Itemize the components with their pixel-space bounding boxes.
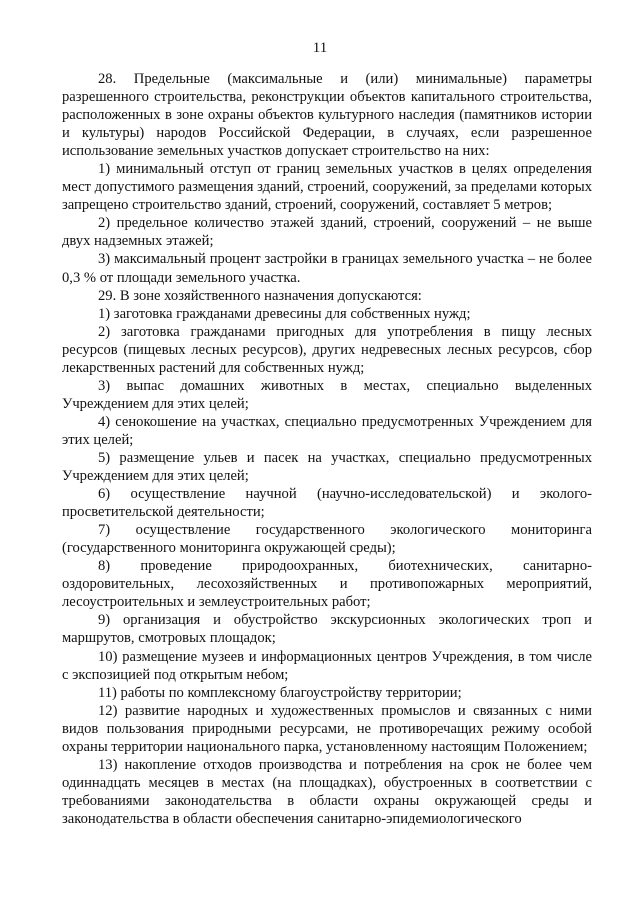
paragraph-29-item-10: 10) размещение музеев и информационных центров Учреждения, в том числе с экспозицией под открытым небом; <box>62 648 592 683</box>
paragraph-28-intro: 28. Предельные (максимальные и (или) минимальные) параметры разрешенного строительства, реконструкции объектов капитального строительства, расположенных в зоне охраны объектов культурного наследия (памятников истории и культуры) народов Российской Федерации, в случаях, если разрешенное использование земельных участков допускает строительство на них: <box>62 71 592 160</box>
paragraph-29-item-8: 8) проведение природоохранных, биотехнических, санитарно-оздоровительных, лесохозяйственных и противопожарных мероприятий, лесоустроительных и землеустроительных работ; <box>62 558 592 611</box>
paragraph-29-item-5: 5) размещение ульев и пасек на участках, специально предусмотренных Учреждением для этих целей; <box>62 449 592 485</box>
paragraph-29-item-7: 7) осуществление государственного экологического мониторинга (государственного мониторинга окружающей среды); <box>62 522 592 557</box>
paragraph-29-intro: 29. В зоне хозяйственного назначения допускаются: <box>98 287 422 304</box>
paragraph-29-item-11: 11) работы по комплексному благоустройству территории; <box>98 684 462 701</box>
paragraph-29-item-2: 2) заготовка гражданами пригодных для употребления в пищу лесных ресурсов (пищевых лесных ресурсов), других недревесных лесных ресурсов, сбор лекарственных растений для собственных нужд; <box>62 323 592 376</box>
paragraph-28-item-2: 2) предельное количество этажей зданий, строений, сооружений – не выше двух надземных этажей; <box>62 215 592 250</box>
paragraph-29-item-9: 9) организация и обустройство экскурсионных экологических троп и маршрутов, смотровых площадок; <box>62 612 592 647</box>
paragraph-29-item-13: 13) накопление отходов производства и потребления на срок не более чем одиннадцать месяцев в местах (на площадках), обустроенных в соответствии с требованиями законодательства в области охраны окружающей среды и законодательства в области обеспечения санитарно-эпидемиологического <box>62 756 592 827</box>
document-body <box>62 70 592 828</box>
paragraph-28-item-1: 1) минимальный отступ от границ земельных участков в целях определения мест допустимого размещения зданий, строений, сооружений, за пределами которых запрещено строительство зданий, строений, сооружений, составляет 5 метров; <box>62 161 592 214</box>
paragraph-29-item-6: 6) осуществление научной (научно-исследовательской) и эколого-просветительской деятельности; <box>62 486 592 521</box>
paragraph-29-item-12: 12) развитие народных и художественных промыслов и связанных с ними видов пользования природными ресурсами, не противоречащих режиму особой охраны территории национального парка, установленному настоящим Положением; <box>62 702 592 755</box>
paragraph-28-item-3: 3) максимальный процент застройки в границах земельного участка – не более 0,3 % от площади земельного участка. <box>62 251 592 286</box>
paragraph-29-item-4: 4) сенокошение на участках, специально предусмотренных Учреждением для этих целей; <box>62 413 592 448</box>
paragraph-29-item-1: 1) заготовка гражданами древесины для собственных нужд; <box>98 305 471 322</box>
page-number: 11 <box>312 40 328 56</box>
paragraph-29-item-3: 3) выпас домашних животных в местах, специально выделенных Учреждением для этих целей; <box>62 377 592 412</box>
